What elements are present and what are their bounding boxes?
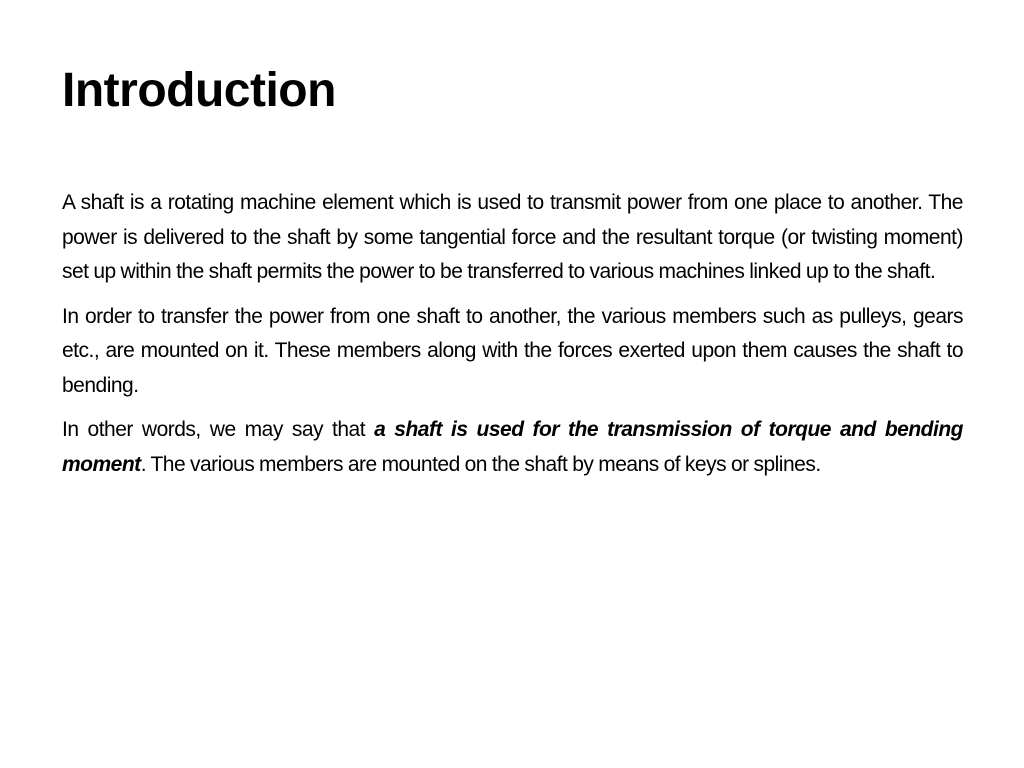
paragraph-summary [62, 413, 963, 482]
page-title: Introduction [62, 64, 336, 117]
summary-lead-text: In other words, we may say that [62, 418, 375, 441]
paragraph-shaft-definition: A shaft is a rotating machine element which is used to transmit power from one place to another. The power is delivered to the shaft by some tangential force and the resultant torque (or twisting moment) set up within the shaft permits the power to be transferred to various machines linked up to the shaft. [62, 191, 963, 283]
paragraph-power-transfer: In order to transfer the power from one shaft to another, the various members such as pulleys, gears etc., are mounted on it. These members along with the forces exerted upon them causes the shaft to bending. [62, 304, 963, 397]
summary-emphasis-text: a shaft is used for the transmission of torque and bending moment [62, 418, 963, 476]
slide-body [62, 186, 963, 492]
summary-trailing-text: . The various members are mounted on the shaft by means of keys or splines. [140, 452, 821, 476]
